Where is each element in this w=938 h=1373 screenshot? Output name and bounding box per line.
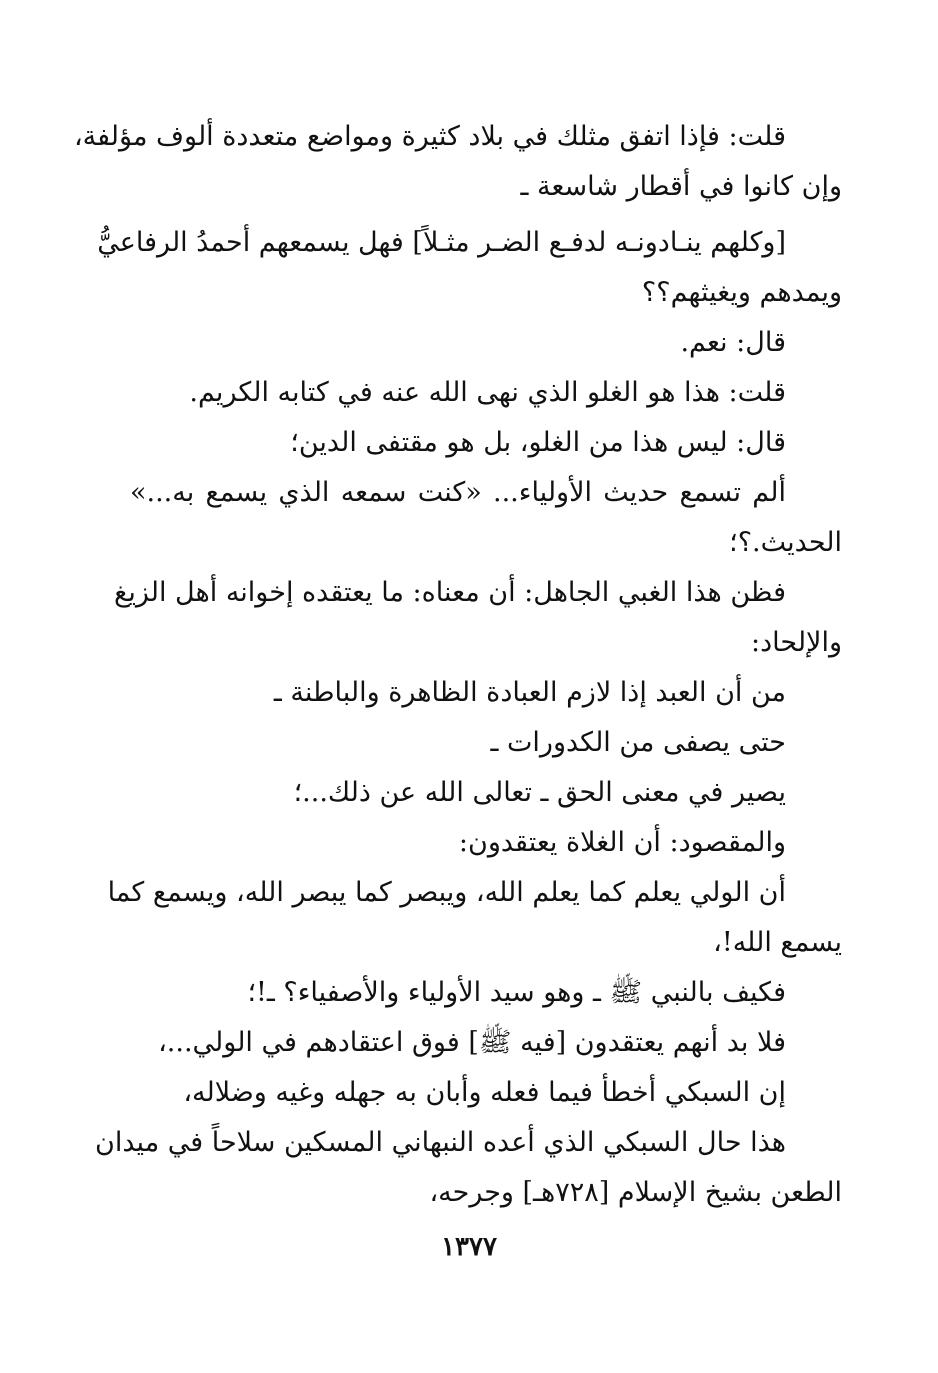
body-text <box>73 112 842 1218</box>
text-line: وإن كانوا في أقطار شاسعة ـ <box>520 171 842 202</box>
text-line: والمقصود: أن الغلاة يعتقدون: <box>458 827 786 858</box>
text-line: [وكلهم ينـادونـه لدفـع الضـر مثـلاً] فهل يسمعهم أحمدُ الرفاعيُّ <box>97 227 786 258</box>
text-line: إن السبكي أخطأ فيما فعله وأبان به جهله وغيه وضلاله، <box>183 1077 786 1108</box>
text-line: أن الولي يعلم كما يعلم الله، ويبصر كما يبصر الله، ويسمع كما <box>107 877 786 908</box>
text-line: يسمع الله!، <box>713 927 842 958</box>
text-line: فظن هذا الغبي الجاهل: أن معناه: ما يعتقده إخوانه أهل الزيغ <box>113 577 786 608</box>
text-line: فلا بد أنهم يعتقدون [فيه ﷺ] فوق اعتقادهم في الولي...، <box>158 1027 786 1058</box>
text-line: ألم تسمع حديث الأولياء... «كنت سمعه الذي يسمع به...» <box>130 477 786 508</box>
text-line: الطعن بشيخ الإسلام [٧٢٨هـ] وجرحه، <box>429 1177 842 1208</box>
text-line: يصير في معنى الحق ـ تعالى الله عن ذلك...؛ <box>293 777 786 808</box>
text-line: والإلحاد: <box>751 627 842 658</box>
text-line: قال: ليس هذا من الغلو، بل هو مقتفى الدين؛ <box>290 427 786 458</box>
text-line: الحديث.؟؛ <box>729 527 842 558</box>
text-line: فكيف بالنبي ﷺ ـ وهو سيد الأولياء والأصفياء؟ ـ!؛ <box>247 977 786 1008</box>
text-line: قلت: هذا هو الغلو الذي نهى الله عنه في كتابه الكريم. <box>189 377 786 408</box>
page-number: ١٣٧٧ <box>441 1232 497 1262</box>
text-line: ويمدهم ويغيثهم؟؟ <box>641 277 842 308</box>
text-line: هذا حال السبكي الذي أعده النبهاني المسكين سلاحاً في ميدان <box>95 1127 786 1158</box>
text-line: قلت: فإذا اتفق مثلك في بلاد كثيرة ومواضع متعددة ألوف مؤلفة، <box>73 121 786 152</box>
text-line: من أن العبد إذا لازم العبادة الظاهرة والباطنة ـ <box>273 677 786 708</box>
text-line: قال: نعم. <box>680 327 786 358</box>
text-line: حتى يصفى من الكدورات ـ <box>490 727 786 758</box>
